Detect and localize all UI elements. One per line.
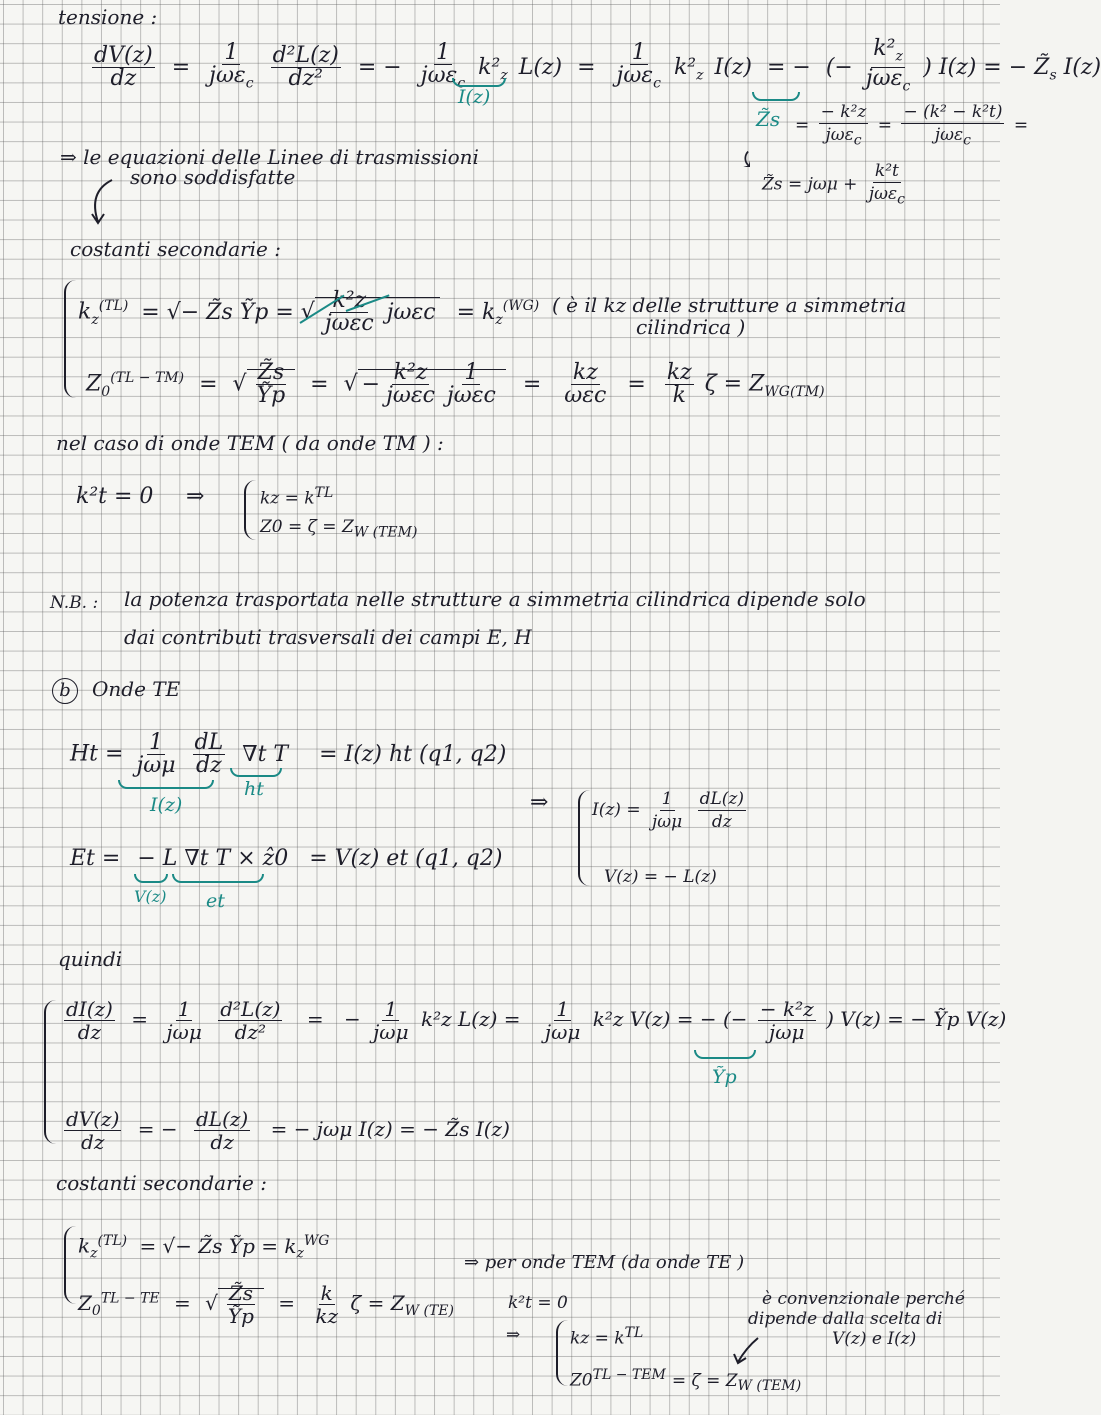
- tm-voltage-equation: $\frac{dV(z)}{dz}$ = $\frac{1}{j\omega\varepsilon_c}$ $\frac{\text{d²L(z)}}{\text{dz²}}$ = − $\frac{1}{j\omega\varepsilon_c}$ $k^2_z$ L(z) = $\frac{1}{j\omega\varepsilon_c}$ $k^2_z$ I(z) = − (− $\frac{k^2_z}{j\omega\varepsilon_c}$ ) I(z) = − $Z̃_s$ I(z): [88, 38, 1101, 98]
- di-dz-equation: $\frac{dI(z)}{dz}$ = $\frac{1}{\text{jωμ}}$ $\frac{\text{d²L(z)}}{\text{dz²}}$ = − $\frac{1}{\text{jωμ}}$ k²z L(z) = $\frac{1}{\text{jωμ}}$ k²z V(z) = − (− $\frac{\text{− k²z}}{\text{jωμ}}$ ) V(z) = − Ỹp V(z): [66, 997, 1007, 1044]
- te-tem-kt-zero: k²t = 0: [508, 1293, 568, 1313]
- costanti-secondarie-tm: costanti secondarie :: [70, 237, 281, 261]
- ht-equation: Ht = $\frac{1}{\text{jωμ}}$ $\frac{dL}{dz}$ ∇t T = I(z) ht (q1, q2): [70, 730, 507, 778]
- heading-tensione: tensione :: [58, 5, 158, 29]
- te-tem-z0-equation: $Z0^{TL - TEM} = \zeta = Z_{W (TEM)}$: [570, 1367, 802, 1395]
- te-tem-note: ⇒ per onde TEM (da onde TE ): [464, 1252, 745, 1273]
- dv-dz-fraction: $\frac{dV(z)}{dz}$: [94, 43, 153, 92]
- conventional-note-3: V(z) e I(z): [832, 1329, 917, 1349]
- vz-underbrace: [134, 874, 168, 883]
- implies-arrow: ⇒: [186, 484, 205, 509]
- lz-label-iz: I(z): [458, 86, 491, 108]
- implies-arrow-te-tem: ⇒: [506, 1325, 521, 1345]
- nb-label: N.B. :: [50, 593, 99, 613]
- system-brace-te-tem: [556, 1320, 568, 1386]
- kt-zero-tm: k²t = 0: [76, 484, 154, 509]
- d2l-dz2-fraction: $\frac{\text{d²L(z)}}{\text{dz²}}$: [272, 43, 339, 92]
- system-brace-te-vi: [578, 790, 590, 886]
- et-brace-label: et: [206, 890, 225, 912]
- implies-arrow-te: ⇒: [530, 790, 549, 815]
- vz-brace-label: V(z): [134, 887, 167, 906]
- ht-brace-label: ht: [244, 778, 264, 800]
- one-over-jwec-3: $\frac{1}{j\omega\varepsilon_c}$: [616, 39, 661, 92]
- system-brace-tm: [64, 280, 78, 398]
- iz-definition: I(z) = $\frac{1}{\text{jωμ}}$ $\frac{dL(z)}{dz}$: [592, 789, 744, 832]
- z0-tl-equals-zeta: $Z0 = \zeta = Z_{W (TEM)}$: [260, 517, 418, 541]
- note-equations-satisfied-2: sono soddisfatte: [130, 165, 296, 189]
- curved-arrow-down-icon: [80, 176, 120, 228]
- kz2-over-jwec: $\frac{k^2_z}{j\omega\varepsilon_c}$: [865, 36, 911, 95]
- section-b-marker: b: [52, 678, 78, 704]
- iz-brace-label: I(z): [150, 794, 183, 816]
- costanti-secondarie-te: costanti secondarie :: [56, 1171, 267, 1195]
- note-equations-satisfied: ⇒ le equazioni delle Linee di trasmissioni: [60, 145, 479, 169]
- one-over-jwec: $\frac{1}{j\omega\varepsilon_c}$: [209, 39, 254, 92]
- te-tem-kz-equals-k: kz = $k^{TL}$: [570, 1325, 644, 1349]
- kz-tl-te-equation: $k_z^{(TL)}$ = √− Z̃s Ỹp = $k_z^{WG}$: [78, 1233, 330, 1262]
- pointer-arrow-icon: [728, 1334, 764, 1368]
- dv-dz-equation: $\frac{dV(z)}{dz}$ = − $\frac{dL(z)}{dz}$ = − jωμ I(z) = − Z̃s I(z): [66, 1107, 510, 1154]
- nb-text-1: la potenza trasportata nelle strutture a simmetria cilindrica dipende solo: [124, 587, 866, 611]
- zs-label: Z̃s: [756, 107, 781, 131]
- curved-arrow-zs: ⤹: [738, 148, 757, 173]
- kz-tl-equals-k: kz = $k^{TL}$: [260, 485, 334, 509]
- lz-term: L(z): [518, 54, 563, 80]
- conventional-note-1: è convenzionale perché: [762, 1289, 965, 1309]
- system-brace-te-const: [64, 1226, 78, 1304]
- zs-definition: Z̃s = jωμ + $\frac{\text{k²t}}{j\omega\varepsilon_c}$: [762, 161, 905, 208]
- quindi: quindi: [58, 947, 123, 971]
- et-underbrace: [172, 874, 264, 883]
- kz-comment-2: cilindrica ): [636, 315, 746, 339]
- vz-definition: V(z) = − L(z): [604, 867, 717, 887]
- kz-tl-equation: $k_z^{(TL)}$ = √− Z̃s Ỹp = √ $\frac{\text{k²z}}{\text{jωεc}}$ $j\omega\varepsilon c = k_z^{(WG)}$: [78, 288, 540, 336]
- z0-tl-tm-equation: $Z_0^{(TL - TM)}$ = √ $\frac{Z̃s}{\text{Ỹp}}$ = √ − $\frac{\text{k²z}}{\text{jωεc}}$ $\frac{1}{\text{jωεc}}$ = $\frac{kz}{\text{ωεc}}$ = $\frac{kz}{k}$ $\zeta = Z_{WG(TM)}$: [86, 360, 825, 408]
- nb-text-2: dai contributi trasversali dei campi E, H: [124, 625, 532, 649]
- zs-underbrace: [752, 92, 800, 101]
- et-equation: Et = − L ∇t T × ẑ0 = V(z) et (q1, q2): [70, 846, 503, 871]
- yp-underbrace: [694, 1050, 756, 1059]
- section-b-heading: b Onde TE: [52, 676, 180, 704]
- conventional-note-2: dipende dalla scelta di: [748, 1309, 943, 1329]
- one-over-jwec-2: $\frac{1}{j\omega\varepsilon_c}$: [420, 39, 466, 92]
- zs-expansion: = $\frac{\text{− k²z}}{j\omega\varepsilon_c}$ = $\frac{\text{− (k² − k²t)}}{j\omega\varepsilon_c}$ =: [795, 102, 1029, 149]
- system-brace-tem: [244, 480, 256, 540]
- z0-tl-te-equation: $Z_0^{TL - TE}$ = √ $\frac{Z̃s}{\text{Ỹp}}$ = $\frac{k}{kz}$ $\zeta = Z_{W (TE)}$: [78, 1281, 454, 1328]
- tem-case-heading: nel caso di onde TEM ( da onde TM ) :: [56, 431, 444, 455]
- kz-comment: ( è il kz delle strutture a simmetria: [552, 293, 907, 317]
- yp-brace-label: Ỹp: [712, 1066, 737, 1088]
- iz-underbrace: [118, 780, 214, 789]
- system-brace-te: [44, 1000, 58, 1144]
